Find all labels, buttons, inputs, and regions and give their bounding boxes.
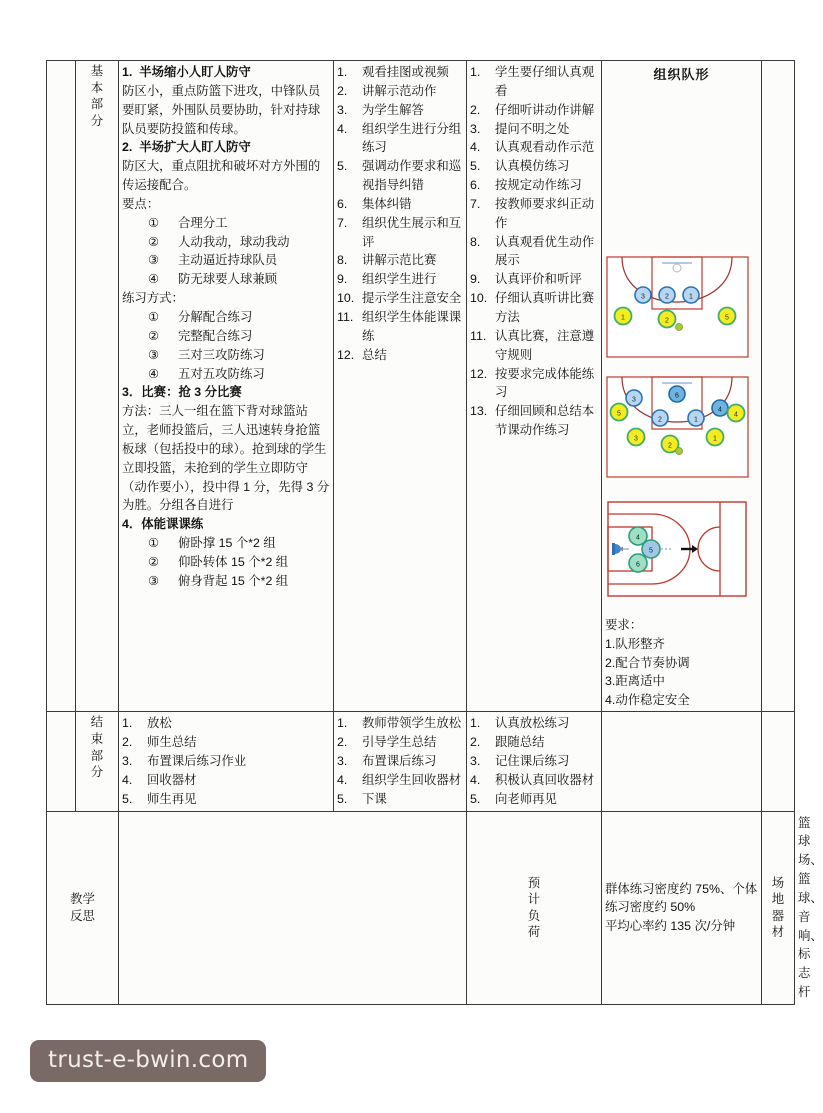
section-label-char: 束 — [90, 731, 104, 746]
formation-title: 组织队形 — [653, 67, 710, 82]
svg-text:4: 4 — [636, 534, 640, 542]
list-item: 8. 认真观看优生动作展示 — [470, 234, 595, 268]
list-item: 5. 强调动作要求和巡视指导纠错 — [337, 159, 462, 193]
half-court-man-to-man-tight-svg — [605, 255, 750, 367]
list-item: 11. 认真比赛，注意遵守规则 — [470, 328, 595, 362]
closing-content-list — [122, 714, 330, 808]
item-marker: ① — [148, 536, 160, 551]
item-text: 防无球要人球兼顾 — [178, 272, 278, 287]
equipment-value: 篮球场、篮球、音响、标志杆 — [798, 815, 823, 1000]
svg-text:2: 2 — [668, 442, 672, 450]
svg-text:2: 2 — [665, 317, 669, 325]
item-text: 教师带领学生放松 — [362, 716, 462, 731]
list-item: 1. 认真放松练习 — [470, 716, 570, 731]
item-marker: ② — [148, 234, 160, 249]
court-diagram-2 — [605, 375, 758, 493]
item-text: 引导学生总结 — [362, 735, 437, 750]
list-item — [148, 572, 330, 591]
item-marker: ③ — [148, 573, 160, 588]
list-item — [148, 214, 330, 233]
ball-icon — [676, 447, 683, 454]
requirement-item: 3.距离适中 — [605, 674, 665, 689]
item-text: 学生要仔细认真观看 — [495, 65, 595, 98]
list-item: 1. 学生要仔细认真观看 — [470, 65, 595, 98]
list-item: 3. 布置课后练习作业 — [122, 754, 247, 769]
methods-list — [122, 308, 330, 383]
item-text: 放松 — [147, 716, 172, 731]
list-item: 7. 按教师要求纠正动作 — [470, 196, 595, 230]
equipment-label-char: 地 — [771, 892, 785, 907]
svg-text:5: 5 — [649, 547, 653, 555]
section-label-basic — [76, 61, 119, 712]
item-text: 组织学生进行 — [362, 272, 437, 287]
section-label-char: 基 — [90, 64, 104, 78]
drill-2-body: 防区大，重点阻扰和破坏对方外围的传运接配合。 — [122, 159, 321, 193]
load-label-char: 预 — [527, 875, 541, 890]
item-text: 完整配合练习 — [178, 328, 253, 343]
svg-text:2: 2 — [665, 293, 669, 301]
item-text: 认真模仿练习 — [495, 159, 570, 174]
equipment-label-cell — [762, 811, 795, 1004]
half-court-man-to-man-extended-svg — [605, 375, 750, 487]
svg-text:3: 3 — [641, 293, 645, 301]
item-text: 组织学生回收器材 — [362, 772, 462, 787]
load-label-char: 荷 — [527, 925, 541, 940]
drill-1-body: 防区小，重点防篮下进攻，中锋队员要盯紧，外围队员要协助，针对持球队员要防投篮和传球。 — [122, 83, 321, 136]
item-text: 按规定动作练习 — [495, 178, 582, 193]
requirements-label: 要求： — [605, 618, 643, 633]
svg-text:3: 3 — [634, 435, 638, 443]
item-text: 集体纠错 — [362, 196, 412, 211]
list-item — [148, 251, 330, 270]
list-item: 3. 提问不明之处 — [470, 121, 570, 136]
list-item: 4. 积极认真回收器材 — [470, 772, 595, 787]
closing-formation-cell — [602, 712, 762, 811]
list-item: 5. 向老师再见 — [470, 791, 557, 806]
list-item — [148, 327, 330, 346]
list-item: 4. 组织学生回收器材 — [337, 772, 462, 787]
lesson-plan-table — [46, 60, 823, 1005]
list-item — [148, 233, 330, 252]
item-marker: ② — [148, 328, 160, 343]
svg-text:6: 6 — [675, 392, 679, 400]
item-text: 分解配合练习 — [178, 309, 253, 324]
list-item: 2. 讲解示范动作 — [337, 83, 437, 98]
spacer-cell-left — [47, 61, 76, 712]
table-row-footer — [47, 811, 795, 1004]
item-text: 俯卧撑 15 个*2 组 — [178, 536, 276, 551]
spacer-cell-right — [762, 61, 795, 712]
list-item — [148, 534, 330, 553]
reflection-label-char: 教学 — [70, 892, 95, 907]
svg-text:6: 6 — [636, 561, 640, 569]
item-text: 组织学生体能课课练 — [362, 309, 462, 343]
court-diagram-1 — [605, 255, 758, 373]
svg-text:4: 4 — [718, 406, 722, 414]
list-item: 12. 总结 — [337, 347, 387, 362]
section-label-char: 结 — [90, 715, 104, 730]
list-item: 10. 仔细认真听讲比赛方法 — [470, 291, 595, 324]
closing-teacher-activity-cell — [334, 712, 467, 811]
list-item: 4. 认真观看动作示范 — [470, 140, 595, 155]
list-item: 3. 布置课后练习 — [337, 754, 437, 769]
item-text: 认真放松练习 — [495, 716, 570, 731]
drill-2-number: 2. — [122, 140, 133, 155]
table-row-closing-part — [47, 712, 795, 811]
svg-text:1: 1 — [621, 314, 625, 322]
item-marker: ④ — [148, 272, 160, 287]
drill-item-1 — [122, 63, 330, 138]
item-text: 合理分工 — [178, 215, 228, 230]
item-text: 跟随总结 — [495, 735, 545, 750]
svg-text:4: 4 — [734, 411, 738, 419]
list-item: 5. 认真模仿练习 — [470, 159, 570, 174]
basic-teacher-activity-cell — [334, 61, 467, 712]
section-label-char: 分 — [90, 765, 104, 780]
item-text: 按教师要求纠正动作 — [495, 196, 595, 230]
item-text: 认真观看优生动作展示 — [495, 234, 595, 268]
keypoints-label: 要点： — [122, 196, 160, 211]
list-item: 10. 提示学生注意安全 — [337, 291, 462, 306]
list-item: 12. 按要求完成体能练习 — [470, 366, 595, 400]
item-marker: ① — [148, 215, 160, 230]
item-text: 提示学生注意安全 — [362, 291, 462, 306]
teacher-activity-list — [337, 63, 463, 365]
svg-text:1: 1 — [694, 416, 698, 424]
item-text: 观看挂图或视频 — [362, 65, 449, 79]
list-item — [148, 270, 330, 289]
list-item: 11. 组织学生体能课课练 — [337, 309, 462, 343]
item-text: 为学生解答 — [362, 102, 424, 117]
list-item: 9. 组织学生进行 — [337, 272, 437, 287]
load-line: 群体练习密度约 75%、个体练习密度约 50% — [605, 881, 758, 915]
section-label-char: 部 — [90, 748, 104, 763]
item-text: 认真比赛，注意遵守规则 — [495, 328, 595, 362]
item-marker: ② — [148, 554, 160, 569]
item-text: 认真评价和听评 — [495, 272, 582, 287]
list-item: 6. 按规定动作练习 — [470, 178, 582, 193]
closing-content-cell — [119, 712, 334, 811]
spacer-cell-left-2 — [47, 712, 76, 811]
list-item — [148, 365, 330, 384]
item-text: 主动逼近持球队员 — [178, 253, 278, 268]
table-row-basic-part — [47, 61, 795, 712]
item-text: 总结 — [362, 347, 387, 362]
load-label-char: 计 — [527, 892, 541, 907]
list-item: 2. 跟随总结 — [470, 735, 545, 750]
item-text: 布置课后练习作业 — [147, 754, 247, 769]
item-text: 提问不明之处 — [495, 121, 570, 136]
equipment-label-char: 材 — [771, 925, 785, 940]
list-item: 4. 组织学生进行分组练习 — [337, 121, 462, 155]
list-item — [148, 346, 330, 365]
list-item: 3. 记住课后练习 — [470, 754, 570, 769]
fitness-list — [122, 534, 330, 591]
closing-student-activity-cell — [467, 712, 602, 811]
item-text: 回收器材 — [147, 772, 197, 787]
load-line: 平均心率约 135 次/分钟 — [605, 919, 736, 934]
list-item: 5. 下课 — [337, 791, 387, 806]
reflection-label-cell — [47, 811, 119, 1004]
list-item: 13. 仔细回顾和总结本节课动作练习 — [470, 404, 595, 438]
spacer-cell-right-2 — [762, 712, 795, 811]
watermark-badge: trust-e-bwin.com — [30, 1040, 266, 1082]
item-text: 三对三攻防练习 — [178, 347, 265, 362]
item-text: 向老师再见 — [495, 791, 557, 806]
list-item: 6. 集体纠错 — [337, 196, 412, 211]
closing-teacher-list — [337, 714, 463, 808]
item-text: 记住课后练习 — [495, 754, 570, 769]
fitness-heading: 4．体能课课练 — [122, 517, 204, 532]
organization-formation-cell — [602, 61, 762, 712]
methods-label: 练习方式： — [122, 291, 184, 306]
basic-content-block — [122, 63, 330, 591]
formation-requirements — [605, 616, 758, 709]
basic-student-activity-cell — [467, 61, 602, 712]
reflection-value-cell[interactable] — [119, 811, 467, 1004]
svg-text:3: 3 — [632, 396, 636, 404]
list-item: 4. 回收器材 — [122, 772, 197, 787]
svg-text:1: 1 — [689, 293, 693, 301]
requirement-item: 2.配合节奏协调 — [605, 655, 690, 670]
item-marker: ④ — [148, 366, 160, 381]
item-text: 五对五攻防练习 — [178, 366, 265, 381]
section-label-char: 本 — [90, 80, 104, 95]
drill-2-title: 半场扩大人盯人防守 — [139, 140, 251, 155]
full-court-rebound-drill-svg — [605, 494, 750, 606]
item-text: 讲解示范比赛 — [362, 253, 437, 268]
load-value-cell — [602, 811, 762, 1004]
list-item: 2. 引导学生总结 — [337, 735, 437, 750]
game-body: 方法：三人一组在篮下背对球篮站立，老师投篮后，三人迅速转身抢篮板球（包括投中的球）。抢到球的学生立即投篮，未抢到的学生立即防守（动作要小），投中得 1 分，先得 3 分为胜。分组各自进行 — [122, 404, 330, 513]
item-marker: ③ — [148, 253, 160, 268]
formation-diagrams — [605, 255, 758, 613]
item-text: 师生再见 — [147, 791, 197, 806]
equipment-label-char: 场 — [771, 875, 785, 890]
item-text: 俯身背起 15 个*2 组 — [178, 573, 289, 588]
item-text: 组织学生进行分组练习 — [362, 121, 462, 155]
item-text: 仔细认真听讲比赛方法 — [495, 291, 595, 324]
item-marker: ③ — [148, 347, 160, 362]
item-text: 按要求完成体能练习 — [495, 366, 595, 400]
closing-student-list — [470, 714, 598, 808]
item-text: 仔细回顾和总结本节课动作练习 — [495, 404, 595, 438]
item-text: 仰卧转体 15 个*2 组 — [178, 554, 289, 569]
keypoints-list — [122, 214, 330, 289]
list-item: 1. 观看挂图或视频 — [337, 65, 449, 79]
basic-content-cell — [119, 61, 334, 712]
item-text: 讲解示范动作 — [362, 83, 437, 98]
list-item: 2. 师生总结 — [122, 735, 197, 750]
svg-text:1: 1 — [713, 435, 717, 443]
section-label-char: 部 — [90, 97, 104, 112]
list-item: 1. 放松 — [122, 716, 172, 731]
drill-item-2 — [122, 138, 330, 195]
load-label-char: 负 — [527, 908, 541, 923]
item-text: 组织优生展示和互评 — [362, 215, 462, 249]
item-text: 仔细听讲动作讲解 — [495, 102, 595, 117]
game-heading: 3．比赛：抢 3 分比赛 — [122, 385, 242, 400]
svg-text:5: 5 — [725, 314, 729, 322]
court-diagram-3 — [605, 494, 758, 612]
list-item: 9. 认真评价和听评 — [470, 272, 582, 287]
load-label-cell — [467, 811, 602, 1004]
section-label-closing — [76, 712, 119, 811]
list-item — [148, 308, 330, 327]
list-item: 1. 教师带领学生放松 — [337, 716, 462, 731]
requirement-item: 4.动作稳定安全 — [605, 692, 690, 707]
item-text: 强调动作要求和巡视指导纠错 — [362, 159, 462, 193]
svg-text:2: 2 — [658, 416, 662, 424]
reflection-label-char: 反思 — [70, 908, 95, 923]
list-item — [148, 553, 330, 572]
drill-1-number: 1. — [122, 65, 133, 79]
item-marker: ① — [148, 309, 160, 324]
svg-text:5: 5 — [617, 410, 621, 418]
equipment-label-char: 器 — [771, 908, 785, 923]
section-label-char: 分 — [90, 113, 104, 128]
item-text: 布置课后练习 — [362, 754, 437, 769]
student-activity-list — [470, 63, 598, 440]
drill-1-title: 半场缩小人盯人防守 — [139, 65, 251, 79]
item-text: 师生总结 — [147, 735, 197, 750]
list-item: 5. 师生再见 — [122, 791, 197, 806]
item-text: 人动我动，球动我动 — [178, 234, 290, 249]
item-text: 积极认真回收器材 — [495, 772, 595, 787]
requirement-item: 1.队形整齐 — [605, 636, 665, 651]
list-item: 2. 仔细听讲动作讲解 — [470, 102, 595, 117]
item-text: 认真观看动作示范 — [495, 140, 595, 155]
defender-markers — [635, 287, 699, 303]
list-item: 8. 讲解示范比赛 — [337, 253, 437, 268]
item-text: 下课 — [362, 791, 387, 806]
list-item: 3. 为学生解答 — [337, 102, 424, 117]
ball-icon — [676, 323, 683, 330]
list-item: 7. 组织优生展示和互评 — [337, 215, 462, 249]
